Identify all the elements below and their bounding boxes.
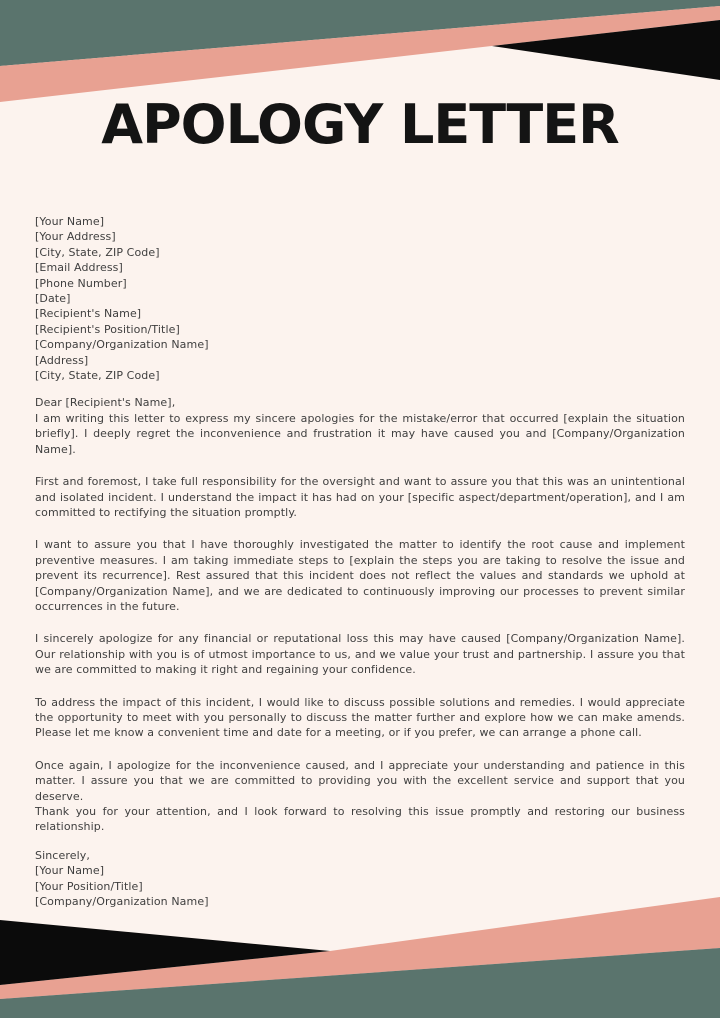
recipient-line: [City, State, ZIP Code] — [35, 369, 160, 383]
paragraph: I am writing this letter to express my sincere apologies for the mistake/error that occurred [explain the situation briefly]. I deeply regret the inconvenience and frustration it may have caused you and [Company/Organization Name]. — [35, 411, 685, 456]
paragraph: First and foremost, I take full responsibility for the oversight and want to assure you that this was an unintentional and isolated incident. I understand the impact it has had on your [specific aspect/department/operation], and I am committed to rectifying the situation promptly. — [35, 475, 685, 519]
sender-line: [Your Name] — [35, 215, 105, 228]
sender-line: [Phone Number] — [35, 276, 127, 290]
closing-line: [Your Position/Title] — [35, 879, 143, 893]
closing-line: [Company/Organization Name] — [35, 895, 209, 909]
paragraph: I want to assure you that I have thoroughly investigated the matter to identify the root cause and implement preventive measures. I am taking immediate steps to [explain the steps you are taking to resolve the issue and prevent its recurrence]. Rest assured that this incident does not reflect the values and standards we uphold at [Company/Organization Name], and we are dedicated to continuously improving our processes to prevent similar occurrences in the future. — [35, 538, 685, 613]
recipient-line: [Recipient's Position/Title] — [35, 322, 180, 336]
paragraph: To address the impact of this incident, I would like to discuss possible solutions and remedies. I would appreciate the opportunity to meet with you personally to discuss the matter further and explore how we can make amends. Please let me know a convenient time and date for a meeting, or if you prefer, we can arrange a phone call. — [35, 695, 685, 740]
sender-line: [Email Address] — [35, 261, 123, 275]
recipient-line: [Address] — [35, 353, 89, 367]
letter-body — [35, 214, 685, 909]
closing-line: Sincerely, — [35, 848, 90, 862]
closing-line: [Your Name] — [35, 864, 105, 878]
paragraph: Thank you for your attention, and I look forward to resolving this issue promptly and restoring our business relationship. — [35, 805, 685, 834]
sender-line: [City, State, ZIP Code] — [35, 245, 160, 259]
sender-address-block — [35, 214, 685, 383]
paragraph: Once again, I apologize for the inconvenience caused, and I appreciate your understanding and patience in this matter. I assure you that we are committed to providing you with the excellent service and support that you deserve. — [35, 758, 685, 803]
paragraph: I sincerely apologize for any financial or reputational loss this may have caused [Company/Organization Name]. Our relationship with you is of utmost importance to us, and we value your trust and partnership. I assure you that we are committed to making it right and regaining your confidence. — [35, 632, 685, 677]
sender-line: [Date] — [35, 292, 71, 306]
recipient-line: [Company/Organization Name] — [35, 338, 209, 352]
page-title: APOLOGY LETTER — [101, 93, 619, 156]
salutation: Dear [Recipient's Name], — [35, 396, 176, 410]
recipient-line: [Recipient's Name] — [35, 307, 142, 321]
sender-line: [Your Address] — [35, 230, 116, 244]
closing-block — [35, 848, 685, 910]
